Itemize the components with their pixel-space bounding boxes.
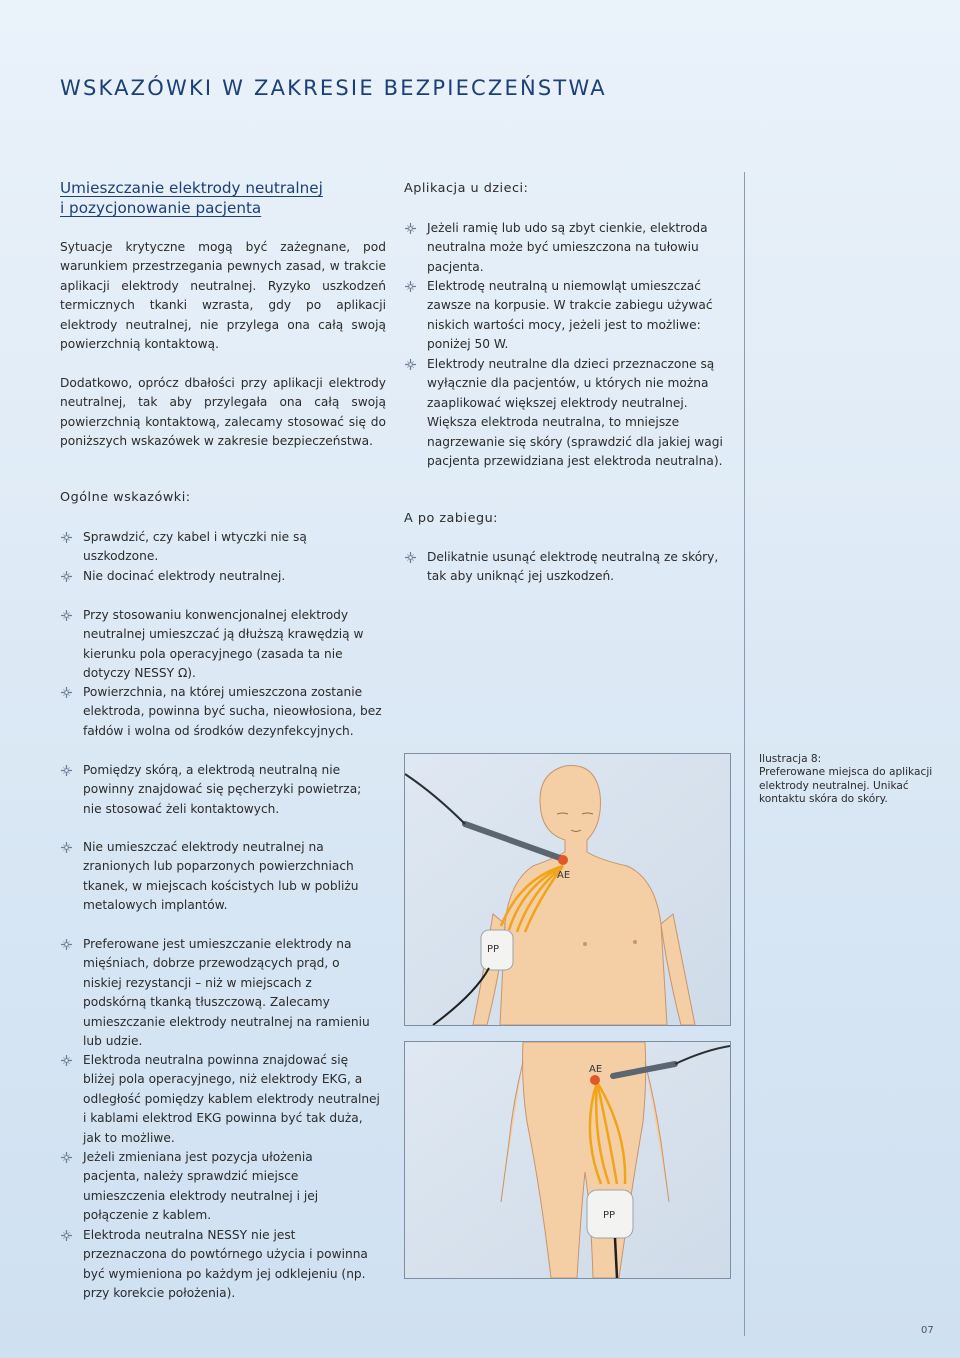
- bullet-icon: [404, 222, 417, 235]
- list-item-text: Jeżeli ramię lub udo są zbyt cienkie, elektroda neutralna może być umieszczona na tułowiu pacjenta.: [427, 221, 708, 274]
- label-ae: AE: [589, 1064, 603, 1075]
- children-heading: Aplikacja u dzieci:: [404, 181, 529, 196]
- bullet-icon: [60, 1229, 73, 1242]
- list-item-text: Elektrodę neutralną u niemowląt umieszczać zawsze na korpusie. W trakcie zabiegu używać niskich wartości mocy, jeżeli jest to możliwe: poniżej 50 W.: [427, 279, 713, 352]
- list-item: [83, 683, 385, 741]
- bullet-icon: [60, 764, 73, 777]
- bullet-icon: [60, 686, 73, 699]
- label-ae: AE: [557, 870, 571, 881]
- bullet-icon: [60, 1054, 73, 1067]
- list-item-text: Delikatnie usunąć elektrodę neutralną ze skóry, tak aby uniknąć jej uszkodzeń.: [427, 550, 719, 584]
- lower-body-drawing: [405, 1042, 730, 1278]
- intro-paragraph-2: Dodatkowo, oprócz dbałości przy aplikacji elektrody neutralnej, tak aby przylegała ona całą swoją powierzchnią kontaktową, zalecamy stosować się do poniższych wskazówek w zakresie bezpieczeństwa.: [60, 376, 386, 449]
- figure-caption: [759, 753, 939, 807]
- list-item-text: Pomiędzy skórą, a elektrodą neutralną nie powinny znajdować się pęcherzyki powietrza; nie stosować żeli kontaktowych.: [83, 763, 362, 816]
- list-item: [83, 567, 383, 586]
- list-item: [83, 1148, 373, 1226]
- page-title: WSKAZÓWKI W ZAKRESIE BEZPIECZEŃSTWA: [60, 76, 607, 100]
- list-item-text: Nie umieszczać elektrody neutralnej na zranionych lub poparzonych powierzchniach tkanek, w miejscach kościstych lub w pobliżu metalowych implantów.: [83, 840, 359, 913]
- list-item: [83, 1051, 383, 1148]
- bullet-icon: [404, 358, 417, 371]
- section-heading-line2: i pozycjonowanie pacjenta: [60, 199, 262, 217]
- list-item-text: Preferowane jest umieszczanie elektrody na mięśniach, dobrze przewodzących prąd, o niskiej rezystancji – niż w miejscach z podskórną tkanką tłuszczową. Zalecamy umieszczanie elektrody neutralnej na ramieniu lub udzie.: [83, 937, 370, 1049]
- page-number: 07: [921, 1325, 934, 1336]
- column-divider: [744, 172, 745, 1336]
- list-item: [427, 548, 733, 587]
- bullet-icon: [60, 531, 73, 544]
- bullet-icon: [404, 280, 417, 293]
- illustration-lower-body: [404, 1041, 731, 1279]
- label-pp: PP: [603, 1210, 616, 1221]
- list-item-text: Nie docinać elektrody neutralnej.: [83, 569, 286, 583]
- list-item-text: Przy stosowaniu konwencjonalnej elektrody neutralnej umieszczać ją dłuższą krawędzią w kierunku pola operacyjnego (zasada ta nie dotyczy NESSY Ω).: [83, 608, 364, 681]
- list-item: [427, 355, 733, 471]
- illustration-upper-body: [404, 753, 731, 1026]
- list-item: [83, 528, 383, 567]
- list-item: [83, 935, 375, 1051]
- upper-body-drawing: [405, 754, 730, 1025]
- list-item: [83, 1226, 383, 1304]
- label-pp: PP: [487, 944, 500, 955]
- list-item: [83, 761, 379, 819]
- caption-title: Ilustracja 8:: [759, 753, 822, 765]
- list-item: [427, 219, 733, 277]
- general-heading: Ogólne wskazówki:: [60, 490, 191, 505]
- after-heading: A po zabiegu:: [404, 511, 498, 526]
- section-heading: [60, 178, 360, 218]
- bullet-icon: [60, 609, 73, 622]
- bullet-icon: [60, 938, 73, 951]
- bullet-icon: [404, 551, 417, 564]
- list-item: [427, 277, 733, 355]
- list-item-text: Elektrody neutralne dla dzieci przeznaczone są wyłącznie dla pacjentów, u których nie można zaaplikować większej elektrody neutralnej. Większa elektroda neutralna, to mniejsze nagrzewanie się skóry (sprawdzić dla jakiej wagi pacjenta przewidziana jest elektroda neutralna).: [427, 357, 723, 469]
- intro-paragraph: Sytuacje krytyczne mogą być zażegnane, pod warunkiem przestrzegania pewnych zasad, w trakcie aplikacji elektrody neutralnej. Ryzyko uszkodzeń termicznych tkanki wzrasta, gdy po aplikacji elektrody neutralnej, nie przylega ona całą swoją powierzchnią kontaktową.: [60, 240, 386, 352]
- section-heading-line1: Umieszczanie elektrody neutralnej: [60, 179, 323, 197]
- bullet-icon: [60, 1151, 73, 1164]
- list-item: [83, 838, 375, 916]
- bullet-icon: [60, 570, 73, 583]
- list-item-text: Jeżeli zmieniana jest pozycja ułożenia pacjenta, należy sprawdzić miejsce umieszczenia elektrody neutralnej i jej połączenie z kablem.: [83, 1150, 319, 1223]
- list-item-text: Elektroda neutralna NESSY nie jest przeznaczona do powtórnego użycia i powinna być wymieniona po każdym jej odklejeniu (np. przy korekcie położenia).: [83, 1228, 368, 1301]
- list-item: [83, 606, 385, 684]
- list-item-text: Powierzchnia, na której umieszczona zostanie elektroda, powinna być sucha, nieowłosiona, bez fałdów i wolna od środków dezynfekcyjnych.: [83, 685, 382, 738]
- list-item-text: Elektroda neutralna powinna znajdować się bliżej pola operacyjnego, niż elektrody EKG, a odległość pomiędzy kablem elektrody neutralnej i kablami elektrod EKG powinna być tak duża, jak to możliwe.: [83, 1053, 380, 1145]
- list-item-text: Sprawdzić, czy kabel i wtyczki nie są uszkodzone.: [83, 530, 307, 564]
- bullet-icon: [60, 841, 73, 854]
- caption-text: Preferowane miejsca do aplikacji elektrody neutralnej. Unikać kontaktu skóra do skóry.: [759, 766, 933, 806]
